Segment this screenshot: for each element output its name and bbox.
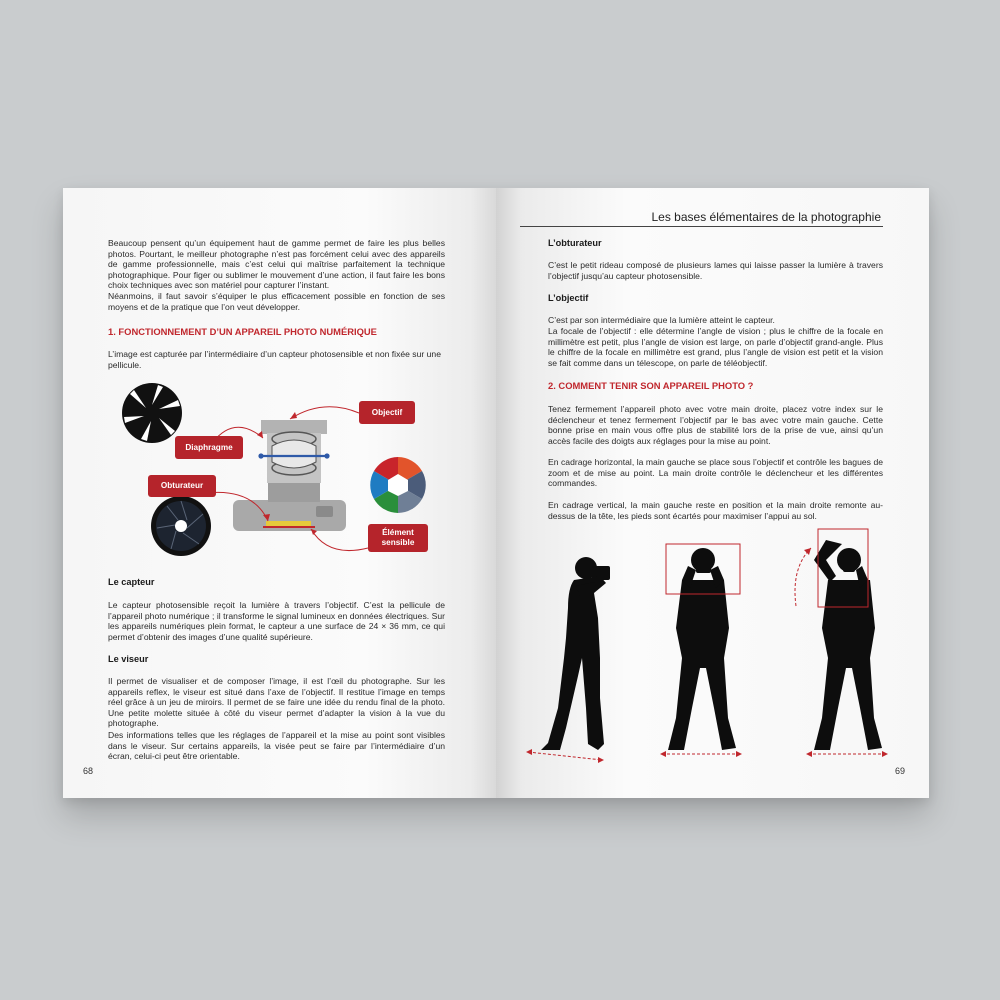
section-1-text: L’image est capturée par l’intermédiaire d’un capteur photosensible et non fixée sur une pellicule. bbox=[108, 349, 441, 370]
intro-paragraph-2: Néanmoins, il faut savoir s’équiper le plus efficacement possible en fonction de ses moyens et de la pratique que l’on veut développer. bbox=[108, 291, 445, 312]
silhouette-front-horizontal bbox=[668, 548, 736, 750]
label-objectif: Objectif bbox=[359, 401, 415, 424]
objectif-text: C’est par son intermédiaire que la lumière atteint le capteur. bbox=[548, 315, 775, 325]
viseur-text-2: Des informations telles que les réglages de l’appareil et la mise au point sont visibles dans le viseur. Sur certains appareils, la visée peut se faire par l’intermédiaire d’un écran, celui-ci peut être orientable. bbox=[108, 730, 445, 762]
section-2-paragraph-1: Tenez fermement l’appareil photo avec votre main droite, placez votre index sur le déclencheur et tenez fermement l’objectif par le bas avec votre main gauche. Cette bonne prise en main vous offre plus de stabilité lors de la prise de vue, ainsi qu’un accès facile des doigts aux réglages pour la mise au point. bbox=[548, 404, 883, 446]
left-page bbox=[63, 188, 496, 798]
objectif-title: L’objectif bbox=[548, 293, 589, 303]
objectif-text-2: La focale de l’objectif : elle détermine l’angle de vision ; plus le chiffre de la focale en millimètre est petit, plus l’angle de vision est large, on parle d’objectif grand-angle. Plus le chiffre de la focale en millimètre est grand, plus l’angle de vision est petit et la vision se fait comme dans un télescope, on parle de téléobjectif. bbox=[548, 326, 883, 368]
section-2-paragraph-3: En cadrage vertical, la main gauche reste en position et la main droite remonte au-dessus de la tête, les pieds sont écartés pour maximiser l’appui au sol. bbox=[548, 500, 883, 521]
right-page bbox=[496, 188, 929, 798]
silhouette-front-vertical bbox=[814, 540, 882, 750]
page-number-left: 68 bbox=[83, 766, 94, 776]
camera-diagram bbox=[63, 188, 496, 588]
section-2-title: 2. COMMENT TENIR SON APPAREIL PHOTO ? bbox=[548, 380, 754, 391]
running-head: Les bases élémentaires de la photographie bbox=[651, 210, 881, 224]
section-2-paragraph-2: En cadrage horizontal, la main gauche se place sous l’objectif et contrôle les bagues de zoom et de mise au point. La main droite contrôle le déclencheur et les différentes commandes. bbox=[548, 457, 883, 489]
label-obturateur: Obturateur bbox=[148, 475, 216, 497]
shutter-icon bbox=[151, 496, 211, 556]
color-aperture-icon bbox=[370, 457, 426, 513]
page-number-right: 69 bbox=[894, 766, 905, 776]
camera-body-icon bbox=[233, 420, 346, 531]
obturateur-text: C’est le petit rideau composé de plusieurs lames qui laisse passer la lumière à travers l’objectif jusqu’au capteur photosensible. bbox=[548, 260, 883, 281]
viseur-text: Il permet de visualiser et de composer l’image, il est l’œil du photographe. Sur les appareils reflex, le viseur est situé dans l’axe de l’objectif. Il restitue l’image en temps réel grâce à un jeu de miroirs. Il permet de se faire une idée du rendu final de la photo. Une petite molette située à côté du viseur permet d’adapter la vision à la vue du photographe. bbox=[108, 676, 445, 729]
obturateur-title: L’obturateur bbox=[548, 238, 602, 248]
label-diaphragme: Diaphragme bbox=[175, 436, 243, 459]
aperture-icon bbox=[122, 383, 182, 443]
capteur-title: Le capteur bbox=[108, 577, 155, 587]
section-1-title: 1. FONCTIONNEMENT D’UN APPAREIL PHOTO NUMÉRIQUE bbox=[108, 326, 377, 337]
holding-positions-illustration bbox=[496, 188, 929, 798]
silhouette-side-view bbox=[541, 557, 610, 750]
capteur-text: Le capteur photosensible reçoit la lumière à travers l’objectif. C’est la pellicule de l’appareil photo numérique ; il transforme le signal lumineux en données électriques. Sur les appareils numériques plein format, le capteur a une surface de 24 × 36 mm, ce qui permet d’obtenir des images d’une qualité supérieure. bbox=[108, 600, 445, 642]
label-element-sensible: Élément sensible bbox=[368, 524, 428, 552]
open-book bbox=[63, 188, 929, 798]
viseur-title: Le viseur bbox=[108, 654, 149, 664]
intro-paragraph: Beaucoup pensent qu’un équipement haut de gamme permet de faire les plus belles photos. Pourtant, le meilleur photographe n’est pas forcément celui avec des appareils de gamme professionnelle, mais c’est celui qui maîtrise parfaitement la technique photographique. Pour figer ou sublimer le mouvement d’une action, il faut faire les bons choix techniques avec son matériel pour capturer l’instant. bbox=[108, 238, 445, 291]
